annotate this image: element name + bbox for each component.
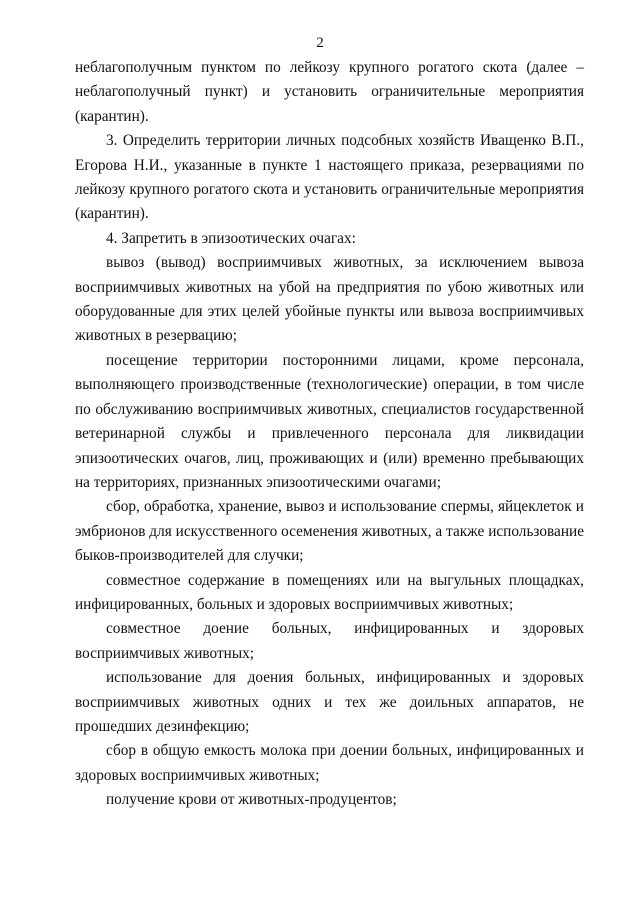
- prohibition-item-export: вывоз (вывод) восприимчивых животных, за исключением вывоза восприимчивых животных на убой на предприятия по убою животных или оборудованные для этих целей убойные пункты или вывоза восприимчивых животных в резервацию;: [75, 254, 584, 345]
- prohibition-item-semen: сбор, обработка, хранение, вывоз и использование спермы, яйцеклеток и эмбрионов для искусственного осеменения животных, а также использование быков-производителей для случки;: [75, 498, 584, 565]
- paragraph-item-3: 3. Определить территории личных подсобных хозяйств Иващенко В.П., Егорова Н.И., указанные в пункте 1 настоящего приказа, резервациями по лейкозу крупного рогатого скота и установить ограничительные мероприятия (карантин).: [75, 132, 584, 223]
- prohibition-item-blood: получение крови от животных-продуцентов;: [106, 791, 397, 809]
- prohibition-item-milk-collection: сбор в общую емкость молока при доении больных, инфицированных и здоровых восприимчивых животных;: [75, 742, 584, 784]
- paragraph-continuation: неблагополучным пунктом по лейкозу крупного рогатого скота (далее – неблагополучный пункт) и установить ограничительные мероприятия (карантин).: [75, 59, 584, 125]
- document-body: [75, 56, 584, 813]
- prohibition-item-joint-milking: совместное доение больных, инфицированных и здоровых восприимчивых животных;: [75, 620, 584, 662]
- prohibition-item-milking-equipment: использование для доения больных, инфицированных и здоровых восприимчивых животных одних и тех же доильных аппаратов, не прошедших дезинфекцию;: [75, 669, 584, 735]
- paragraph-item-4: 4. Запретить в эпизоотических очагах:: [106, 229, 356, 247]
- page-number: 2: [316, 35, 324, 51]
- prohibition-item-visits: посещение территории посторонними лицами, кроме персонала, выполняющего производственные (технологические) операции, в том числе по обслуживанию восприимчивых животных, специалистов государственной ветеринарной службы и привлеченного персонала для ликвидации эпизоотических очагов, лиц, проживающих и (или) временно пребывающих на территориях, признанных эпизоотическими очагами;: [75, 351, 584, 491]
- prohibition-item-joint-keeping: совместное содержание в помещениях или на выгульных площадках, инфицированных, больных и здоровых восприимчивых животных;: [75, 571, 584, 613]
